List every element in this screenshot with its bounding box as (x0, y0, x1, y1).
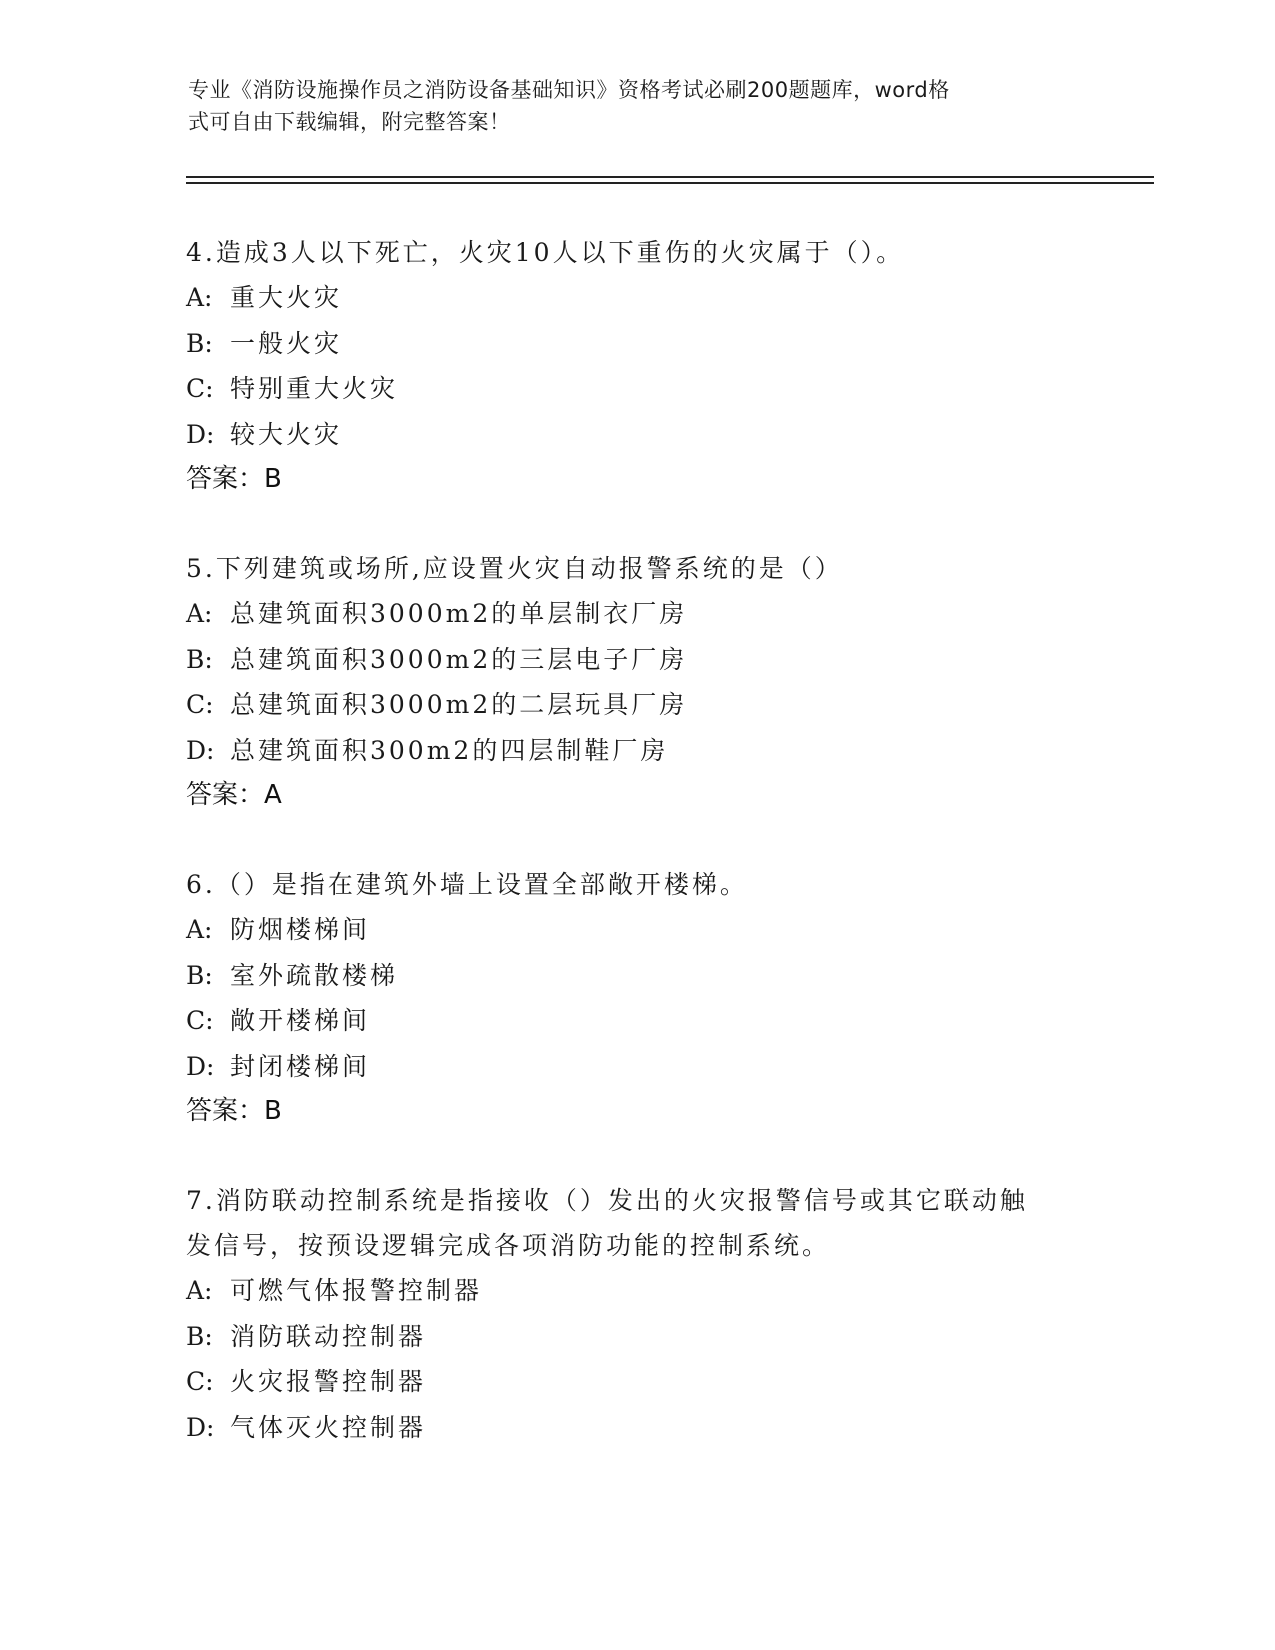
option-key: C: (186, 1367, 214, 1396)
option-text: 特别重大火灾 (230, 374, 399, 403)
answer-label: 答案：B (186, 1096, 282, 1126)
option-c (186, 366, 1086, 412)
header-line-2: 式可自由下载编辑，附完整答案！ (188, 110, 511, 134)
option-c (186, 998, 1086, 1044)
option-text: 总建筑面积3000m2的二层玩具厂房 (230, 690, 688, 719)
question-stem: 6.（）是指在建筑外墙上设置全部敞开楼梯。 (186, 870, 748, 899)
option-a (186, 907, 1086, 953)
option-key: A: (186, 1276, 213, 1305)
option-key: A: (186, 915, 213, 944)
option-text: 可燃气体报警控制器 (230, 1276, 483, 1305)
option-key: C: (186, 374, 214, 403)
option-key: D: (186, 735, 215, 765)
option-text: 较大火灾 (230, 419, 343, 449)
question-stem-line-2: 发信号，按预设逻辑完成各项消防功能的控制系统。 (186, 1231, 831, 1260)
option-key: D: (186, 1051, 215, 1081)
question-stem-line-1: 7.消防联动控制系统是指接收（）发出的火灾报警信号或其它联动触 (186, 1186, 1028, 1215)
header-line-1: 专业《消防设施操作员之消防设备基础知识》资格考试必刷200题题库，word格 (188, 78, 950, 102)
question-4 (186, 230, 1086, 502)
option-key: B: (186, 960, 213, 990)
option-b (186, 637, 1086, 683)
option-text: 火灾报警控制器 (230, 1367, 427, 1396)
option-text: 重大火灾 (230, 283, 343, 312)
option-key: B: (186, 1321, 213, 1351)
option-text: 消防联动控制器 (230, 1321, 427, 1351)
option-text: 总建筑面积3000m2的单层制衣厂房 (230, 599, 688, 628)
option-text: 防烟楼梯间 (230, 915, 371, 944)
question-stem: 5.下列建筑或场所,应设置火灾自动报警系统的是（） (186, 554, 843, 583)
option-text: 气体灭火控制器 (230, 1412, 427, 1442)
option-text: 室外疏散楼梯 (230, 960, 399, 990)
question-7 (186, 1178, 1086, 1450)
document-header (188, 74, 1088, 138)
option-d (186, 1405, 1086, 1451)
option-c (186, 1359, 1086, 1405)
option-b (186, 1314, 1086, 1360)
question-stem: 4.造成3人以下死亡，火灾10人以下重伤的火灾属于（）。 (186, 238, 905, 267)
option-text: 总建筑面积300m2的四层制鞋厂房 (230, 735, 669, 765)
option-key: B: (186, 328, 213, 358)
option-b (186, 321, 1086, 367)
answer-label: 答案：A (186, 780, 282, 810)
option-text: 总建筑面积3000m2的三层电子厂房 (230, 644, 688, 674)
option-d (186, 1044, 1086, 1090)
option-text: 封闭楼梯间 (230, 1051, 371, 1081)
option-key: C: (186, 690, 214, 719)
answer-label: 答案：B (186, 464, 282, 494)
option-key: A: (186, 283, 213, 312)
header-divider-bottom (186, 182, 1154, 184)
option-key: D: (186, 1412, 215, 1442)
option-a (186, 275, 1086, 321)
question-6 (186, 862, 1086, 1134)
option-d (186, 412, 1086, 458)
option-d (186, 728, 1086, 774)
question-5 (186, 546, 1086, 818)
option-a (186, 591, 1086, 637)
option-text: 敞开楼梯间 (230, 1006, 371, 1035)
option-key: B: (186, 644, 213, 674)
option-key: C: (186, 1006, 214, 1035)
option-a (186, 1268, 1086, 1314)
option-text: 一般火灾 (230, 328, 343, 358)
option-key: D: (186, 419, 215, 449)
option-key: A: (186, 599, 213, 628)
option-c (186, 682, 1086, 728)
header-divider-top (186, 176, 1154, 178)
option-b (186, 953, 1086, 999)
